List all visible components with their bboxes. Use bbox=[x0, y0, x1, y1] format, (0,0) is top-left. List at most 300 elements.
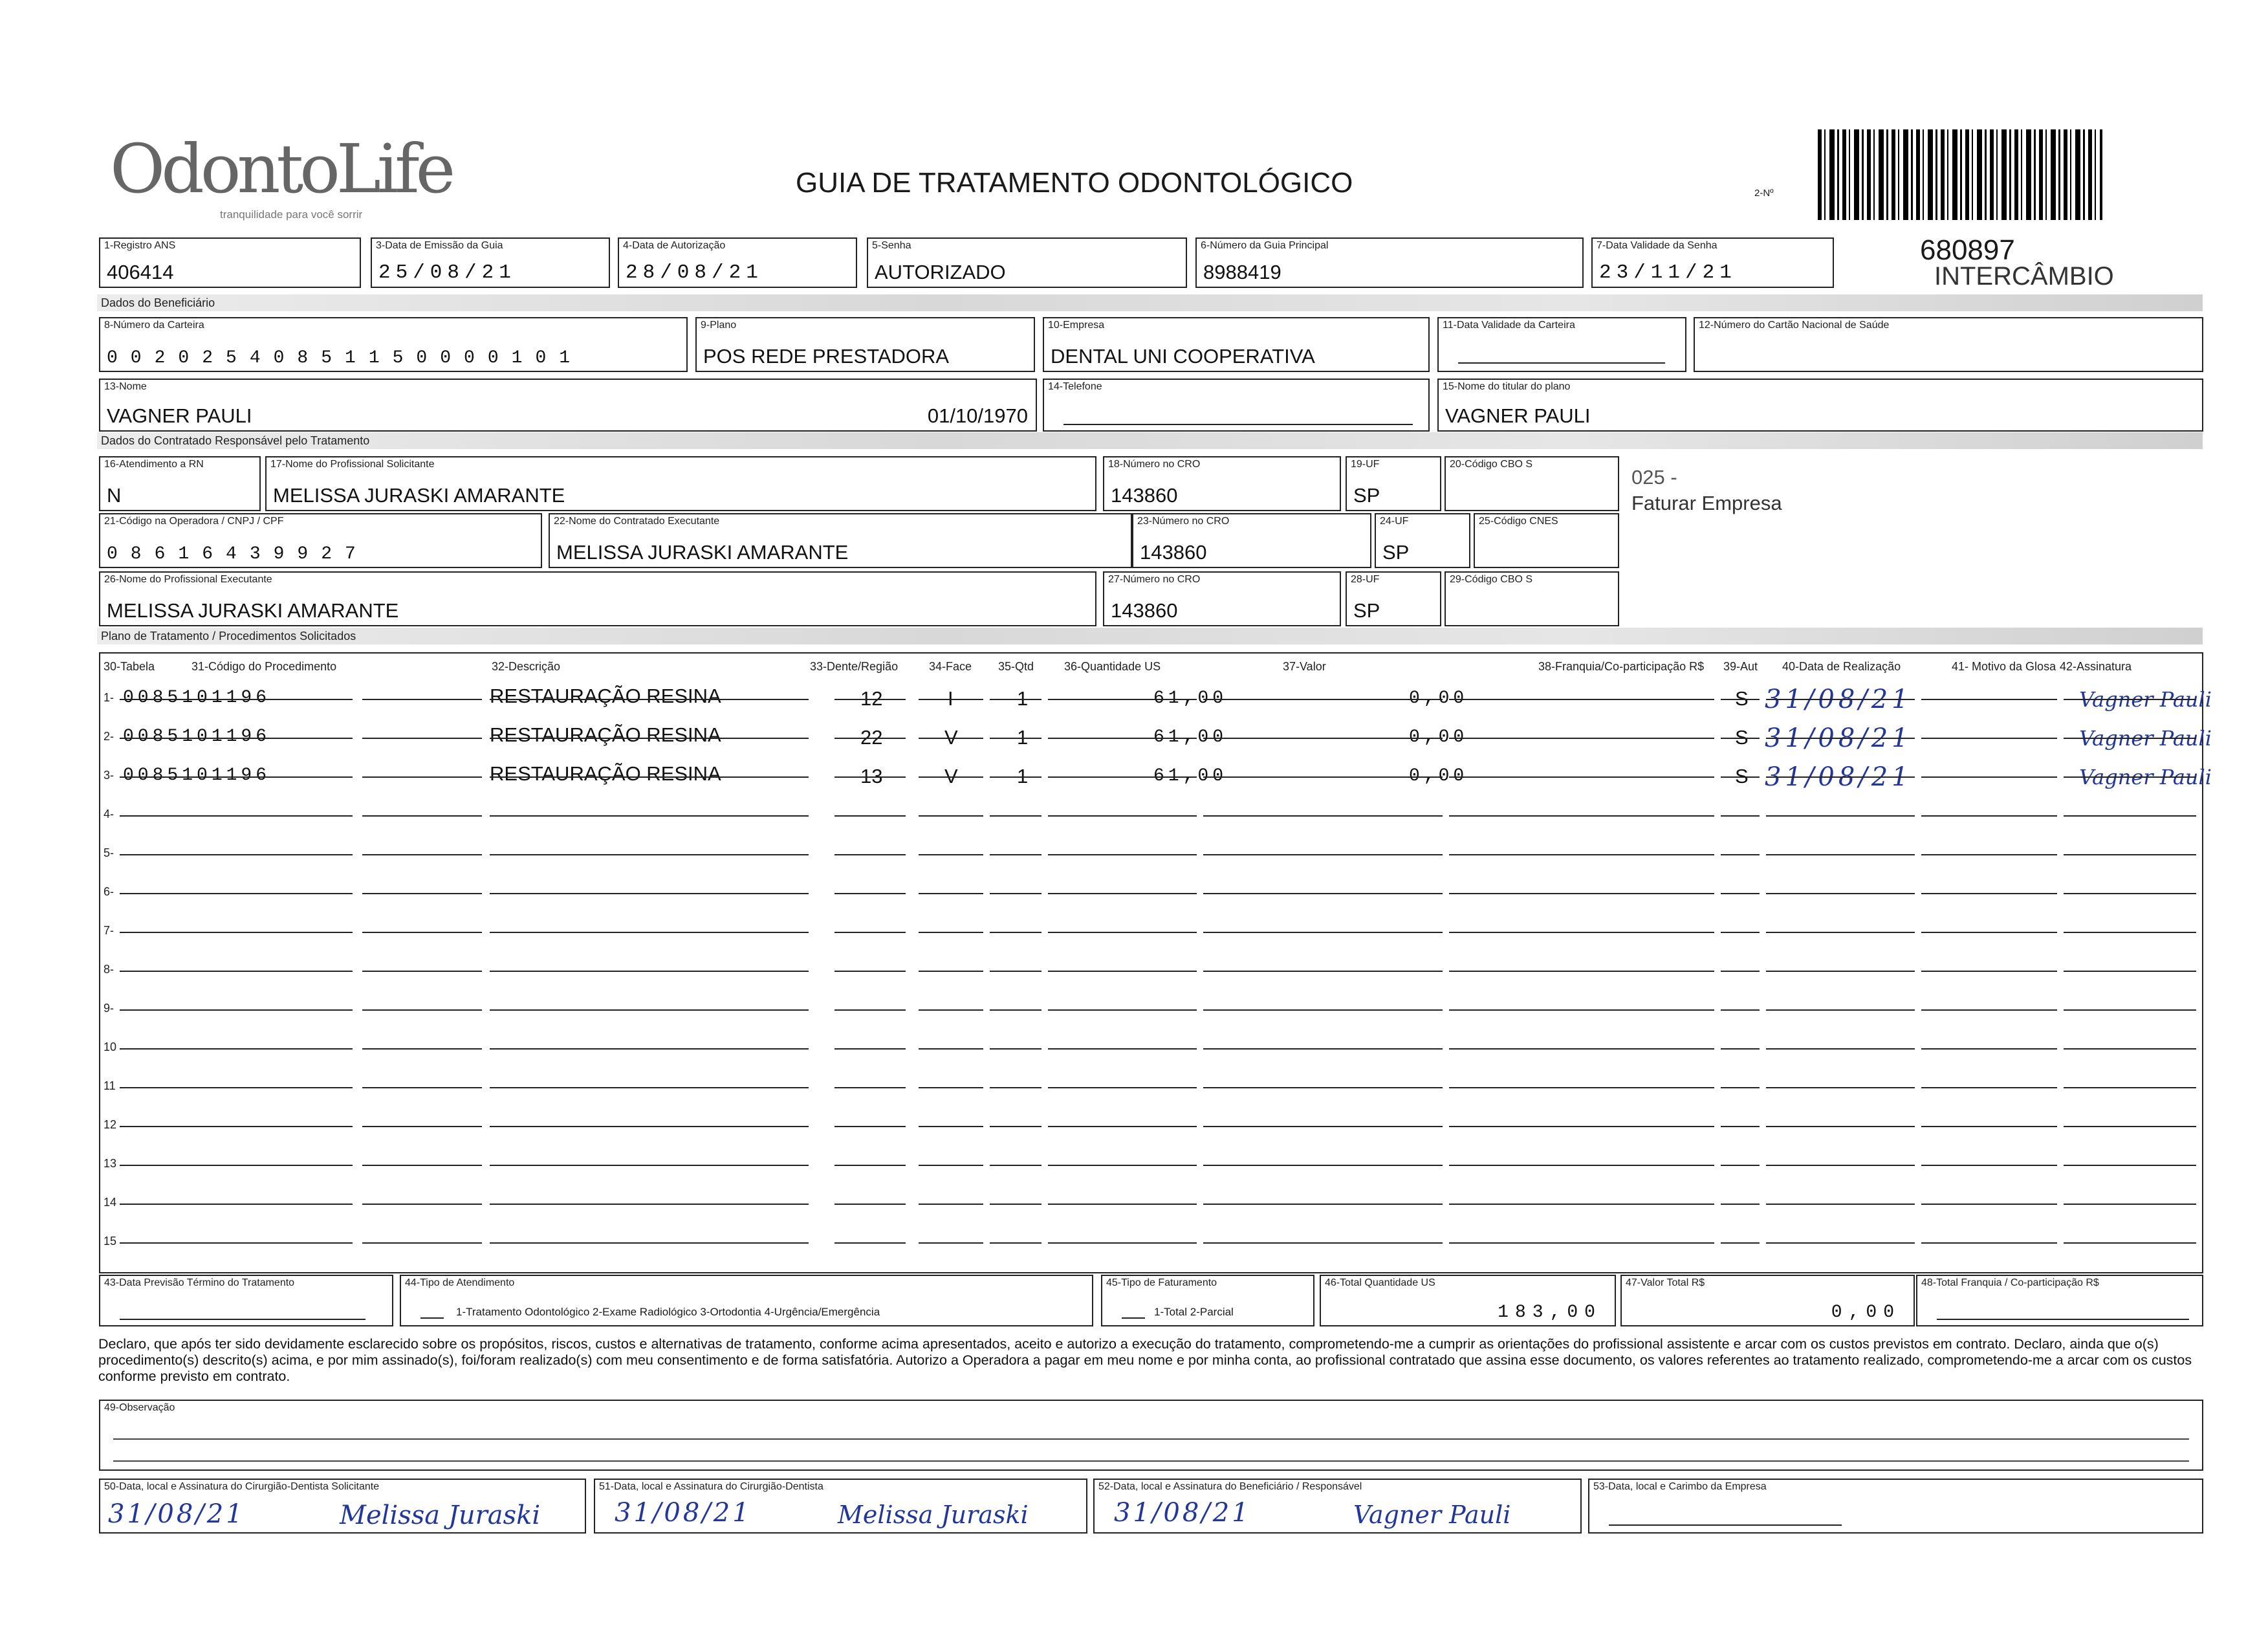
data-realizacao-cell: 31/08/21 bbox=[1765, 723, 1912, 753]
row-underline bbox=[1721, 1189, 1760, 1205]
row-underline bbox=[1048, 723, 1197, 739]
row-underline bbox=[990, 879, 1041, 894]
codigo-cell: 0085101196 bbox=[123, 688, 271, 708]
row-underline bbox=[919, 1150, 983, 1166]
assinatura-solicitante-field[interactable]: 50-Data, local e Assinatura do Cirurgião-Dentista Solicitante 31/08/21 Melissa Juraski bbox=[99, 1479, 586, 1534]
valor-cell: 0,00 bbox=[1409, 727, 1468, 747]
assinatura-beneficiario-field[interactable]: 52-Data, local e Assinatura do Beneficiário / Responsável 31/08/21 Vagner Pauli bbox=[1093, 1479, 1582, 1534]
carteira-value: 00202540851150000101 bbox=[107, 348, 583, 368]
row-underline bbox=[1048, 840, 1197, 855]
row-underline bbox=[362, 685, 482, 700]
row-underline bbox=[1048, 1112, 1197, 1127]
qtd-cell: 1 bbox=[1017, 726, 1029, 749]
us-cell: 61,00 bbox=[1153, 766, 1228, 786]
data-realizacao-cell: 31/08/21 bbox=[1765, 762, 1912, 792]
assinatura-cell: Vagner Pauli bbox=[2079, 765, 2212, 789]
a50-signature: Melissa Juraski bbox=[340, 1501, 541, 1530]
row-underline bbox=[990, 995, 1041, 1011]
row-underline bbox=[362, 1189, 482, 1205]
row-underline bbox=[1449, 1189, 1714, 1205]
solicitante-field[interactable]: 17-Nome do Profissional Solicitante MELISSA JURASKI AMARANTE bbox=[265, 456, 1096, 511]
row-underline bbox=[834, 879, 906, 894]
row-underline bbox=[1048, 1189, 1197, 1205]
cro23-value: 143860 bbox=[1140, 541, 1207, 564]
row-underline bbox=[1203, 879, 1443, 894]
row-underline bbox=[834, 762, 906, 778]
senha-field[interactable]: 5-Senha AUTORIZADO bbox=[867, 237, 1187, 288]
row-underline bbox=[1921, 1228, 2057, 1244]
row-underline bbox=[990, 1150, 1041, 1166]
row-underline bbox=[362, 1112, 482, 1127]
tipo-atendimento-field[interactable]: 44-Tipo de Atendimento 1-Tratamento Odontológico 2-Exame Radiológico 3-Ortodontia 4-Urgência/Emergência bbox=[400, 1275, 1093, 1326]
row-underline bbox=[919, 1073, 983, 1088]
row-underline bbox=[1921, 1034, 2057, 1050]
row-underline bbox=[120, 723, 353, 739]
row-underline bbox=[1766, 956, 1915, 972]
valor-total-value: 0,00 bbox=[1831, 1303, 1901, 1323]
row-underline bbox=[2064, 879, 2196, 894]
tipo-faturamento-field[interactable]: 45-Tipo de Faturamento 1-Total 2-Parcial bbox=[1101, 1275, 1314, 1326]
row-underline bbox=[990, 1112, 1041, 1127]
prof-exec-field[interactable]: 26-Nome do Profissional Executante MELISSA JURASKI AMARANTE bbox=[99, 571, 1096, 626]
section-beneficiario: Dados do Beneficiário bbox=[97, 294, 2203, 311]
row-underline bbox=[362, 918, 482, 933]
row-underline bbox=[490, 723, 809, 739]
row-underline bbox=[990, 762, 1041, 778]
data-realizacao-cell: 31/08/21 bbox=[1765, 685, 1912, 714]
row-underline bbox=[1048, 995, 1197, 1011]
data-emissao-value: 25/08/21 bbox=[378, 261, 516, 284]
row-underline bbox=[1048, 879, 1197, 894]
row-underline bbox=[834, 1228, 906, 1244]
row-underline bbox=[919, 685, 983, 700]
row-underline bbox=[362, 762, 482, 778]
row-underline bbox=[919, 801, 983, 817]
row-underline bbox=[1048, 918, 1197, 933]
data-autorizacao-field[interactable]: 4-Data de Autorização 28/08/21 bbox=[618, 237, 857, 288]
row-underline bbox=[1203, 762, 1443, 778]
a51-date: 31/08/21 bbox=[615, 1498, 752, 1528]
row-underline bbox=[990, 956, 1041, 972]
uf24-value: SP bbox=[1382, 541, 1410, 564]
nascimento-value: 01/10/1970 bbox=[927, 404, 1028, 427]
row-number: 7- bbox=[104, 924, 114, 937]
dente-cell: 12 bbox=[860, 687, 883, 710]
row-underline bbox=[1048, 1228, 1197, 1244]
row-underline bbox=[1766, 1073, 1915, 1088]
row-underline bbox=[1766, 801, 1915, 817]
row-underline bbox=[120, 1189, 353, 1205]
row-underline bbox=[834, 1150, 906, 1166]
row-underline bbox=[1449, 1034, 1714, 1050]
row-underline bbox=[120, 1112, 353, 1127]
row-underline bbox=[1449, 1150, 1714, 1166]
row-underline bbox=[490, 801, 809, 817]
empresa-value: DENTAL UNI COOPERATIVA bbox=[1051, 345, 1315, 368]
row-underline bbox=[834, 1073, 906, 1088]
row-underline bbox=[919, 1228, 983, 1244]
row-number: 12 bbox=[104, 1118, 117, 1131]
row-underline bbox=[2064, 801, 2196, 817]
aut-cell: S bbox=[1735, 726, 1749, 749]
row-underline bbox=[1449, 879, 1714, 894]
row-underline bbox=[1203, 723, 1443, 739]
uf19-value: SP bbox=[1353, 484, 1380, 507]
uf28-value: SP bbox=[1353, 599, 1380, 622]
row-underline bbox=[1721, 723, 1760, 739]
row-underline bbox=[2064, 995, 2196, 1011]
row-underline bbox=[1766, 840, 1915, 855]
row-underline bbox=[2064, 1073, 2196, 1088]
col-qtd: 35-Qtd bbox=[998, 660, 1034, 673]
page-title: GUIA DE TRATAMENTO ODONTOLÓGICO bbox=[796, 167, 1353, 199]
nome-value: VAGNER PAULI bbox=[107, 404, 252, 427]
row-underline bbox=[120, 1150, 353, 1166]
row-underline bbox=[1203, 1228, 1443, 1244]
note-code: 025 - bbox=[1631, 466, 1677, 489]
a51-signature: Melissa Juraski bbox=[838, 1501, 1029, 1529]
row-underline bbox=[2064, 1189, 2196, 1205]
row-underline bbox=[919, 1034, 983, 1050]
row-underline bbox=[834, 995, 906, 1011]
row-underline bbox=[1203, 840, 1443, 855]
row-underline bbox=[1721, 956, 1760, 972]
observacao-field[interactable]: 49-Observação bbox=[99, 1400, 2203, 1471]
total-us-field[interactable]: 46-Total Quantidade US 183,00 bbox=[1320, 1275, 1616, 1326]
row-underline bbox=[1721, 840, 1760, 855]
col-descricao: 32-Descrição bbox=[492, 660, 561, 673]
row-underline bbox=[1449, 1073, 1714, 1088]
assinatura-cell: Vagner Pauli bbox=[2079, 726, 2212, 751]
row-underline bbox=[120, 801, 353, 817]
total-us-value: 183,00 bbox=[1498, 1303, 1602, 1323]
empresa-field[interactable]: 10-Empresa DENTAL UNI COOPERATIVA bbox=[1043, 317, 1430, 372]
row-underline bbox=[990, 1034, 1041, 1050]
row-underline bbox=[1203, 1073, 1443, 1088]
row-underline bbox=[919, 995, 983, 1011]
row-underline bbox=[1048, 762, 1197, 778]
row-underline bbox=[1921, 762, 2057, 778]
row-underline bbox=[919, 956, 983, 972]
row-underline bbox=[1449, 956, 1714, 972]
row-underline bbox=[1449, 918, 1714, 933]
row-underline bbox=[1921, 801, 2057, 817]
row-underline bbox=[1766, 685, 1915, 700]
validade-senha-field[interactable]: 7-Data Validade da Senha 23/11/21 bbox=[1591, 237, 1834, 288]
uf19-field[interactable]: 19-UF SP bbox=[1346, 456, 1441, 511]
row-underline bbox=[1203, 1034, 1443, 1050]
row-underline bbox=[362, 1034, 482, 1050]
row-underline bbox=[120, 1228, 353, 1244]
row-underline bbox=[834, 723, 906, 739]
plano-field[interactable]: 9-Plano POS REDE PRESTADORA bbox=[695, 317, 1035, 372]
cro27-value: 143860 bbox=[1111, 599, 1178, 622]
row-underline bbox=[1921, 685, 2057, 700]
us-cell: 61,00 bbox=[1153, 688, 1228, 709]
row-underline bbox=[990, 840, 1041, 855]
row-underline bbox=[1921, 840, 2057, 855]
row-underline bbox=[1766, 762, 1915, 778]
validade-carteira-field[interactable]: 11-Data Validade da Carteira bbox=[1437, 317, 1686, 372]
row-underline bbox=[1921, 1150, 2057, 1166]
row-underline bbox=[1449, 685, 1714, 700]
face-cell: I bbox=[948, 687, 954, 710]
row-underline bbox=[490, 1189, 809, 1205]
col-data-realizacao: 40-Data de Realização bbox=[1782, 660, 1901, 673]
a50-date: 31/08/21 bbox=[108, 1499, 245, 1529]
valor-cell: 0,00 bbox=[1409, 688, 1468, 709]
registro-ans-field[interactable]: 1-Registro ANS 406414 bbox=[99, 237, 361, 288]
cro27-field[interactable]: 27-Número no CRO 143860 bbox=[1103, 571, 1341, 626]
row-underline bbox=[990, 685, 1041, 700]
row-underline bbox=[2064, 1150, 2196, 1166]
qtd-cell: 1 bbox=[1017, 687, 1029, 710]
cro18-value: 143860 bbox=[1111, 484, 1178, 507]
row-underline bbox=[120, 685, 353, 700]
row-underline bbox=[490, 1073, 809, 1088]
nome-field[interactable]: 13-Nome VAGNER PAULI 01/10/1970 bbox=[99, 379, 1037, 432]
row-underline bbox=[1721, 1150, 1760, 1166]
row-underline bbox=[362, 1150, 482, 1166]
row-number: 14 bbox=[104, 1196, 117, 1209]
row-underline bbox=[120, 879, 353, 894]
row-underline bbox=[1449, 995, 1714, 1011]
aut-cell: S bbox=[1735, 765, 1749, 787]
row-underline bbox=[1921, 995, 2057, 1011]
total-franquia-field[interactable]: 48-Total Franquia / Co-participação R$ bbox=[1916, 1275, 2203, 1326]
row-underline bbox=[834, 685, 906, 700]
registro-ans-value: 406414 bbox=[107, 261, 174, 283]
telefone-field[interactable]: 14-Telefone bbox=[1043, 379, 1430, 432]
row-underline bbox=[1766, 1150, 1915, 1166]
row-underline bbox=[1721, 685, 1760, 700]
row-underline bbox=[1048, 801, 1197, 817]
row-underline bbox=[490, 918, 809, 933]
barcode bbox=[1818, 129, 2102, 220]
data-autorizacao-value: 28/08/21 bbox=[626, 261, 763, 284]
row-underline bbox=[1203, 1150, 1443, 1166]
codigo-cell: 0085101196 bbox=[123, 727, 271, 747]
row-underline bbox=[1721, 995, 1760, 1011]
codigo-operadora-field[interactable]: 21-Código na Operadora / CNPJ / CPF 08616439927 bbox=[99, 513, 542, 568]
face-cell: V bbox=[944, 726, 958, 749]
row-underline bbox=[1203, 918, 1443, 933]
row-underline bbox=[120, 918, 353, 933]
descricao-cell: RESTAURAÇÃO RESINA bbox=[490, 762, 721, 785]
row-underline bbox=[2064, 1034, 2196, 1050]
titular-field[interactable]: 15-Nome do titular do plano VAGNER PAULI bbox=[1437, 379, 2203, 432]
uf24-field[interactable]: 24-UF SP bbox=[1375, 513, 1470, 568]
row-underline bbox=[990, 723, 1041, 739]
row-underline bbox=[120, 995, 353, 1011]
row-underline bbox=[834, 956, 906, 972]
carteira-field[interactable]: 8-Número da Carteira 00202540851150000101 bbox=[99, 317, 688, 372]
cro23-field[interactable]: 23-Número no CRO 143860 bbox=[1132, 513, 1371, 568]
assinatura-dentista-field[interactable]: 51-Data, local e Assinatura do Cirurgião-Dentista 31/08/21 Melissa Juraski bbox=[594, 1479, 1087, 1534]
row-underline bbox=[1766, 995, 1915, 1011]
row-underline bbox=[490, 1034, 809, 1050]
section-plano: Plano de Tratamento / Procedimentos Solicitados bbox=[97, 628, 2203, 644]
section-contratado: Dados do Contratado Responsável pelo Tratamento bbox=[97, 432, 2203, 449]
row-underline bbox=[2064, 840, 2196, 855]
row-underline bbox=[362, 723, 482, 739]
row-number: 5- bbox=[104, 846, 114, 859]
row-underline bbox=[1921, 918, 2057, 933]
cbo20-field[interactable]: 20-Código CBO S bbox=[1445, 456, 1619, 511]
cro18-field[interactable]: 18-Número no CRO 143860 bbox=[1103, 456, 1341, 511]
row-underline bbox=[1203, 995, 1443, 1011]
codigo-cell: 0085101196 bbox=[123, 765, 271, 786]
row-underline bbox=[2064, 685, 2196, 700]
face-cell: V bbox=[944, 765, 958, 787]
row-underline bbox=[834, 1112, 906, 1127]
row-number: 6- bbox=[104, 885, 114, 898]
row-underline bbox=[834, 840, 906, 855]
col-valor: 37-Valor bbox=[1283, 660, 1326, 673]
row-underline bbox=[919, 879, 983, 894]
row-underline bbox=[919, 1189, 983, 1205]
row-underline bbox=[1048, 1034, 1197, 1050]
row-underline bbox=[919, 1112, 983, 1127]
logo-text: OdontoLife bbox=[110, 129, 452, 208]
row-underline bbox=[1203, 956, 1443, 972]
row-underline bbox=[1449, 840, 1714, 855]
row-underline bbox=[1766, 723, 1915, 739]
row-underline bbox=[1766, 1228, 1915, 1244]
dente-cell: 13 bbox=[860, 765, 883, 787]
guia-principal-field[interactable]: 6-Número da Guia Principal 8988419 bbox=[1195, 237, 1584, 288]
row-underline bbox=[1766, 1034, 1915, 1050]
aut-cell: S bbox=[1735, 687, 1749, 710]
col-face: 34-Face bbox=[929, 660, 972, 673]
row-underline bbox=[1203, 685, 1443, 700]
row-underline bbox=[362, 801, 482, 817]
row-underline bbox=[490, 956, 809, 972]
us-cell: 61,00 bbox=[1153, 727, 1228, 747]
col-aut: 39-Aut bbox=[1723, 660, 1758, 673]
row-underline bbox=[490, 685, 809, 700]
row-underline bbox=[490, 879, 809, 894]
descricao-cell: RESTAURAÇÃO RESINA bbox=[490, 685, 721, 707]
row-underline bbox=[1048, 1150, 1197, 1166]
intercambio-label: INTERCÂMBIO bbox=[1934, 262, 2114, 291]
executante-field[interactable]: 22-Nome do Contratado Executante MELISSA JURASKI AMARANTE bbox=[549, 513, 1132, 568]
row-underline bbox=[490, 1228, 809, 1244]
row-underline bbox=[490, 1150, 809, 1166]
row-underline bbox=[362, 840, 482, 855]
codigo-operadora-value: 08616439927 bbox=[107, 544, 369, 564]
row-underline bbox=[1721, 918, 1760, 933]
guia-number: 680897 bbox=[1920, 234, 2015, 266]
a52-signature: Vagner Pauli bbox=[1353, 1501, 1511, 1529]
solicitante-value: MELISSA JURASKI AMARANTE bbox=[273, 484, 565, 507]
validade-senha-value: 23/11/21 bbox=[1599, 261, 1737, 284]
row-underline bbox=[1766, 918, 1915, 933]
data-emissao-field[interactable]: 3-Data de Emissão da Guia 25/08/21 bbox=[371, 237, 610, 288]
row-underline bbox=[1921, 1189, 2057, 1205]
row-underline bbox=[1721, 1228, 1760, 1244]
guia-principal-value: 8988419 bbox=[1203, 261, 1281, 283]
row-underline bbox=[1721, 1034, 1760, 1050]
cnes-field[interactable]: 25-Código CNES bbox=[1474, 513, 1619, 568]
carimbo-empresa-field[interactable]: 53-Data, local e Carimbo da Empresa bbox=[1588, 1479, 2203, 1534]
col-codigo: 31-Código do Procedimento bbox=[191, 660, 337, 673]
declaracao-text: Declaro, que após ter sido devidamente esclarecido sobre os propósitos, riscos, custos e alternativas de tratamento, conforme acima apresentados, aceito e autorizo a execução do tratamento, comprometendo-me a cumprir as orientações do profissional assistente e arcar com os custos previstos em contrato. Declaro, ainda que o(s) procedimento(s) descrito(s) acima, e por mim assinado(s), foi/foram realizado(s) com meu consentimento e de forma satisfatória. Autorizo a Operadora a pagar em meu nome e por minha conta, ao profissional contratado que assina esse documento, os valores referentes ao tratamento realizado, comprometendo-me a arcar com os custos conforme previsto em contrato. bbox=[98, 1336, 2192, 1384]
row-underline bbox=[1449, 723, 1714, 739]
row-underline bbox=[2064, 956, 2196, 972]
row-number: 11 bbox=[104, 1079, 116, 1092]
row-underline bbox=[919, 723, 983, 739]
previsao-field[interactable]: 43-Data Previsão Término do Tratamento bbox=[99, 1275, 393, 1326]
uf28-field[interactable]: 28-UF SP bbox=[1346, 571, 1441, 626]
row-underline bbox=[490, 840, 809, 855]
logo-tagline: tranquilidade para você sorrir bbox=[220, 208, 363, 221]
col-dente: 33-Dente/Região bbox=[810, 660, 899, 673]
row-underline bbox=[919, 762, 983, 778]
assinatura-cell: Vagner Pauli bbox=[2079, 687, 2212, 712]
row-underline bbox=[834, 1034, 906, 1050]
row-underline bbox=[1921, 956, 2057, 972]
row-underline bbox=[1203, 1189, 1443, 1205]
row-number: 15 bbox=[104, 1235, 117, 1248]
col-assinatura: 42-Assinatura bbox=[2060, 660, 2132, 673]
row-underline bbox=[120, 956, 353, 972]
col-franquia: 38-Franquia/Co-participação R$ bbox=[1538, 660, 1705, 673]
row-underline bbox=[1449, 1112, 1714, 1127]
row-underline bbox=[120, 840, 353, 855]
row-underline bbox=[1766, 1112, 1915, 1127]
a52-date: 31/08/21 bbox=[1114, 1498, 1251, 1528]
cns-field[interactable]: 12-Número do Cartão Nacional de Saúde bbox=[1694, 317, 2203, 372]
row-number: 9- bbox=[104, 1002, 114, 1015]
row-underline bbox=[120, 762, 353, 778]
row-underline bbox=[834, 1189, 906, 1205]
executante-value: MELISSA JURASKI AMARANTE bbox=[556, 541, 849, 564]
row-underline bbox=[1048, 1073, 1197, 1088]
row-underline bbox=[1721, 1112, 1760, 1127]
row-number: 4- bbox=[104, 808, 114, 820]
descricao-cell: RESTAURAÇÃO RESINA bbox=[490, 723, 721, 746]
row-underline bbox=[2064, 762, 2196, 778]
cbo29-field[interactable]: 29-Código CBO S bbox=[1445, 571, 1619, 626]
row-underline bbox=[834, 801, 906, 817]
row-underline bbox=[120, 1034, 353, 1050]
row-underline bbox=[490, 995, 809, 1011]
senha-value: AUTORIZADO bbox=[875, 261, 1006, 283]
row-underline bbox=[1921, 879, 2057, 894]
row-underline bbox=[1721, 762, 1760, 778]
row-underline bbox=[919, 840, 983, 855]
row-underline bbox=[2064, 918, 2196, 933]
row-underline bbox=[1449, 762, 1714, 778]
dente-cell: 22 bbox=[860, 726, 883, 749]
rn-field[interactable]: 16-Atendimento a RN N bbox=[99, 456, 261, 511]
col-tabela: 30-Tabela bbox=[104, 660, 155, 673]
col-glosa: 41- Motivo da Glosa bbox=[1952, 660, 2056, 673]
plano-value: POS REDE PRESTADORA bbox=[703, 345, 950, 368]
valor-total-field[interactable]: 47-Valor Total R$ 0,00 bbox=[1620, 1275, 1915, 1326]
qtd-cell: 1 bbox=[1017, 765, 1029, 787]
row-underline bbox=[2064, 1228, 2196, 1244]
note-faturar: Faturar Empresa bbox=[1631, 492, 1782, 514]
row-underline bbox=[919, 918, 983, 933]
titular-value: VAGNER PAULI bbox=[1445, 404, 1591, 427]
row-underline bbox=[834, 918, 906, 933]
row-underline bbox=[490, 762, 809, 778]
rn-value: N bbox=[107, 484, 122, 507]
row-underline bbox=[362, 956, 482, 972]
row-underline bbox=[990, 801, 1041, 817]
